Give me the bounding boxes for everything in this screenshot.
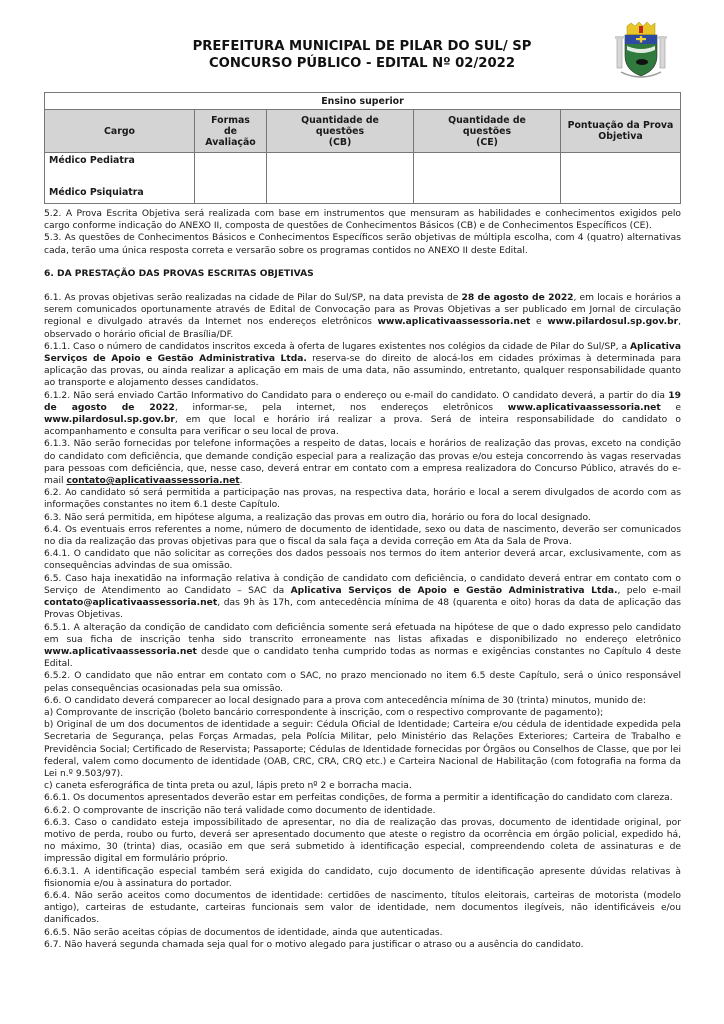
- paragraph-6-6-1: 6.6.1. Os documentos apresentados deverão estar em perfeitas condições, de forma a permitir a identificação do candidato com clareza.: [44, 793, 673, 804]
- column-header-cb: Quantidade de questões (CB): [267, 110, 414, 153]
- email-link[interactable]: contato@aplicativaassessoria.net: [66, 476, 240, 487]
- paragraph-6-4-1: 6.4.1. O candidato que não solicitar as correções dos dados pessoais nos termos do item anterior deverá arcar, exclusivamente, com as consequências advindas de sua omissão.: [44, 549, 681, 572]
- cargo-medico-pediatra: Médico Pediatra: [49, 155, 135, 166]
- paragraph-6-1-3: 6.1.3. Não serão fornecidas por telefone informações a respeito de datas, locais e horários de realização das provas, exceto na condição do candidato com deficiência, que demande condição especial para a realização das provas e/ou esteja concorrendo às vagas reservadas para pessoas com deficiência, que, nesse caso, deverá entrar em contato com a empresa realizadora do Concurso Público, através do e-mail contato@aplicativaassessoria.net.: [44, 439, 681, 487]
- company-name: Aplicativa Serviços de Apoio e Gestão Administrativa Ltda.: [290, 585, 618, 596]
- paragraph-6-6-a: a) Comprovante de inscrição (boleto bancário correspondente à inscrição, com o respectivo comprovante de pagamento);: [44, 707, 604, 718]
- column-header-pontuacao: Pontuação da Prova Objetiva: [561, 110, 681, 153]
- paragraph-6-6-b: b) Original de um dos documentos de identidade a seguir: Cédula Oficial de Identidade; Carteira e/ou cédula de identidade expedida pela Secretaria de Segurança, pelas Forças Armadas, pela Polícia Militar, pelo Ministério das Relações Exteriores; Carteira de Trabalho e Previdência Social; Certificado de Reservista; Passaporte; Cédulas de Identidade fornecidas por Órgãos ou Conselhos de Classe, que por lei federal, valem como documento de identidade (OAB, CRC, CRA, CRQ etc.) e Carteira Nacional de Habilitação (com fotografia na forma da Lei n.º 9.503/97).: [44, 720, 681, 779]
- column-header-ce: Quantidade de questões (CE): [414, 110, 561, 153]
- link-aplicativa[interactable]: www.aplicativaassessoria.net: [377, 317, 531, 328]
- link-pilardosul[interactable]: www.pilardosul.sp.gov.br: [547, 317, 679, 328]
- formas-cell: [195, 153, 267, 204]
- paragraph-6-6-4: 6.6.4. Não serão aceitos como documentos de identidade: certidões de nascimento, títulos eleitorais, carteiras de motorista (modelo antigo), carteiras de estudante, carteiras funcionais sem valor de identidade, nem documentos ilegíveis, não identificáveis e/ou danificados.: [44, 890, 681, 926]
- email-link[interactable]: contato@aplicativaassessoria.net: [44, 598, 218, 609]
- paragraph-6-1-1: 6.1.1. Caso o número de candidatos inscritos exceda à oferta de lugares existentes nos colégios da cidade de Pilar do Sul/SP, a Aplicativa Serviços de Apoio e Gestão Administrativa Ltda. reserva-se do direito de alocá-los em cidades próximas à determinada para aplicação das provas, ou ainda realizar a aplicação em mais de uma data, não assumindo, entretanto, qualquer responsabilidade quanto ao transporte e alojamento desses candidatos.: [44, 341, 682, 389]
- paragraph-5-3: 5.3. As questões de Conhecimentos Básicos e Conhecimentos Específicos serão objetivas de múltipla escolha, com 4 (quatro) alternativas cada, terão uma única resposta correta e versarão sobre os programas contidos no ANEXO II deste Edital.: [44, 233, 681, 256]
- paragraph-6-1: 6.1. As provas objetivas serão realizadas na cidade de Pilar do Sul/SP, na data prevista de 28 de agosto de 2022, em locais e horários a serem comunicados oportunamente através de Edital de Convocação para as Provas Objetivas a ser publicado em Jornal de circulação regional e divulgado através da Internet nos endereços eletrônicos www.aplicativaassessoria.net e www.pilardosul.sp.gov.br, observado o horário oficial de Brasília/DF.: [44, 293, 682, 340]
- document-body: [44, 208, 681, 951]
- table-group-header: Ensino superior: [45, 93, 681, 110]
- link-aplicativa[interactable]: www.aplicativaassessoria.net: [507, 402, 661, 413]
- section-6-title: 6. DA PRESTAÇÃO DAS PROVAS ESCRITAS OBJETIVAS: [44, 268, 314, 279]
- table-header-row: [45, 110, 681, 153]
- exam-table: [44, 92, 681, 204]
- cb-cell: [267, 153, 414, 204]
- paragraph-6-6-2: 6.6.2. O comprovante de inscrição não terá validade como documento de identidade.: [44, 805, 436, 816]
- paragraph-6-6-3: 6.6.3. Caso o candidato esteja impossibilitado de apresentar, no dia de realização das provas, documento de identidade original, por motivo de perda, roubo ou furto, deverá ser apresentado documento que ateste o registro da ocorrência em órgão policial, expedido há, no máximo, 30 (trinta) dias, ocasião em que será submetido à identificação especial, compreendendo coleta de assinaturas e de impressão digital em formulário próprio.: [44, 817, 681, 865]
- coat-of-arms-icon: [615, 22, 667, 82]
- paragraph-6-6-5: 6.6.5. Não serão aceitas cópias de documentos de identidade, ainda que autenticadas.: [44, 927, 443, 938]
- paragraph-6-6-c: c) caneta esferográfica de tinta preta ou azul, lápis preto nº 2 e borracha macia.: [44, 781, 412, 792]
- info-date: 19 de agosto de 2022: [44, 390, 681, 413]
- paragraph-6-2: 6.2. Ao candidato só será permitida a participação nas provas, na respectiva data, horário e local a serem divulgados de acordo com as informações constantes no item 6.1 deste Capítulo.: [44, 488, 681, 511]
- header-title-line-2: CONCURSO PÚBLICO - EDITAL Nº 02/2022: [208, 56, 516, 71]
- paragraph-6-5-2: 6.5.2. O candidato que não entrar em contato com o SAC, no prazo mencionado no item 6.5 deste Capítulo, será o único responsável pelas consequências ocasionadas pela sua omissão.: [44, 671, 681, 694]
- cargo-cell: [45, 153, 195, 204]
- column-header-cargo: Cargo: [45, 110, 195, 153]
- table-row: [45, 153, 681, 204]
- paragraph-6-3: 6.3. Não será permitida, em hipótese alguma, a realização das provas em outro dia, horário ou fora do local designado.: [44, 512, 591, 523]
- paragraph-6-6-3-1: 6.6.3.1. A identificação especial também será exigida do candidato, cujo documento de identificação apresente dúvidas relativas à fisionomia e/ou à assinatura do portador.: [44, 866, 681, 889]
- paragraph-6-1-2: 6.1.2. Não será enviado Cartão Informativo do Candidato para o endereço ou e-mail do candidato. O candidato deverá, a partir do dia 19 de agosto de 2022, informar-se, pela internet, nos endereços eletrônicos www.aplicativaassessoria.net e www.pilardosul.sp.gov.br, em que local e horário irá realizar a prova. Será de inteira responsabilidade do candidato o acompanhamento e consulta para verificar o seu local de prova.: [44, 390, 682, 438]
- column-header-formas: Formas de Avaliação: [195, 110, 267, 153]
- paragraph-6-7: 6.7. Não haverá segunda chamada seja qual for o motivo alegado para justificar o atraso ou a ausência do candidato.: [44, 939, 584, 950]
- paragraph-5-2: 5.2. A Prova Escrita Objetiva será realizada com base em instrumentos que mensuram as habilidades e conhecimentos exigidos pelo cargo conforme indicação do ANEXO II, composta de questões de Conhecimentos Básicos (CB) e de Conhecimentos Específicos (CE).: [44, 209, 681, 232]
- cargo-medico-psiquiatra: Médico Psiquiatra: [49, 187, 144, 198]
- company-name: Aplicativa Serviços de Apoio e Gestão Administrativa Ltda.: [44, 341, 681, 365]
- paragraph-6-5-1: 6.5.1. A alteração da condição de candidato com deficiência somente será efetuada na hipótese de que o dado expresso pelo candidato em sua ficha de inscrição tenha sido transcrito erroneamente nas listas afixadas e disponibilizado no endereço eletrônico www.aplicativaassessoria.net desde que o candidato tenha cumprido todas as normas e exigências constantes no Capítulo 4 deste Edital.: [44, 622, 681, 670]
- pontuacao-cell: [561, 153, 681, 204]
- link-pilardosul[interactable]: www.pilardosul.sp.gov.br: [44, 415, 175, 426]
- paragraph-6-6: 6.6. O candidato deverá comparecer ao local designado para a prova com antecedência mínima de 30 (trinta) minutos, munido de:: [44, 695, 646, 706]
- link-aplicativa[interactable]: www.aplicativaassessoria.net: [44, 646, 197, 657]
- paragraph-6-5: 6.5. Caso haja inexatidão na informação relativa à condição de candidato com deficiência, o candidato deverá entrar em contato com o Serviço de Atendimento ao Candidato – SAC da Aplicativa Serviços de Apoio e Gestão Administrativa Ltda., pelo e-mail contato@aplicativaassessoria.net, das 9h às 17h, com antecedência mínima de 48 (quarenta e oito) horas da data de aplicação das Provas Objetivas.: [44, 573, 681, 621]
- header-title-line-1: PREFEITURA MUNICIPAL DE PILAR DO SUL/ SP: [192, 39, 532, 54]
- paragraph-6-4: 6.4. Os eventuais erros referentes a nome, número de documento de identidade, sexo ou data de nascimento, deverão ser comunicados no dia da realização das provas objetivas para que o fiscal da sala faça a devida correção em Ata da Sala de Prova.: [44, 524, 681, 548]
- exam-date: 28 de agosto de 2022: [461, 293, 574, 304]
- ce-cell: [414, 153, 561, 204]
